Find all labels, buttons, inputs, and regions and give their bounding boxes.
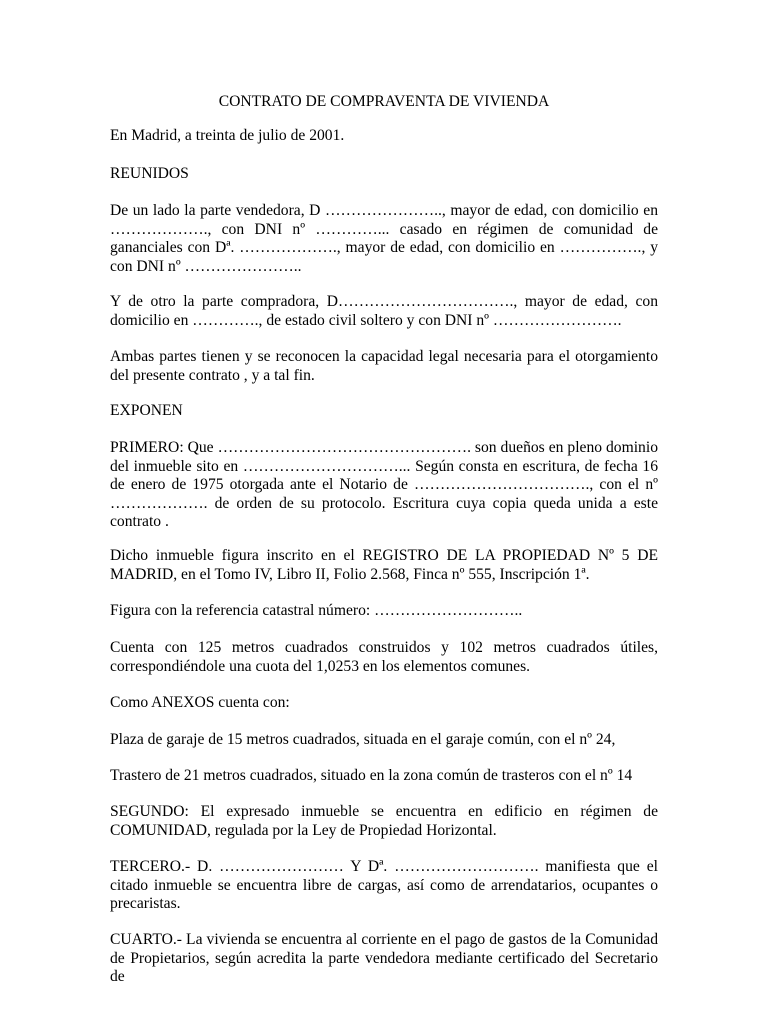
document-title: CONTRATO DE COMPRAVENTA DE VIVIENDA <box>218 93 550 110</box>
paragraph-primero: PRIMERO: Que …………………………………………. son dueños en pleno dominio del inmueble sito en …………………………... Según consta en escritura, de fecha 16 de enero de 1975 otorgada ante el Notario de ……………………………., con el nº ………………. de orden de su protocolo. Escritura cuya copia queda unida a este contrato . <box>110 439 658 530</box>
paragraph-superficie: Cuenta con 125 metros cuadrados construidos y 102 metros cuadrados útiles, correspondiéndole una cuota del 1,0253 en los elementos comunes. <box>110 639 658 675</box>
heading-reunidos: REUNIDOS <box>110 165 189 182</box>
paragraph-seller: De un lado la parte vendedora, D ………………….., mayor de edad, con domicilio en ………………., con DNI nº …………... casado en régimen de comunidad de gananciales con Dª. ………………., mayor de edad, con domicilio en ……………., y con DNI nº ………………….. <box>110 202 658 275</box>
paragraph-segundo: SEGUNDO: El expresado inmueble se encuentra en edificio en régimen de COMUNIDAD, regulada por la Ley de Propiedad Horizontal. <box>110 803 658 839</box>
place-date: En Madrid, a treinta de julio de 2001. <box>110 127 345 144</box>
paragraph-buyer: Y de otro la parte compradora, D……………………………., mayor de edad, con domicilio en …………., de estado civil soltero y con DNI nº ……………………. <box>110 293 658 329</box>
paragraph-tercero: TERCERO.- D. …………………… Y Dª. ………………………. manifiesta que el citado inmueble se encuentra libre de cargas, así como de arrendatarios, ocupantes o precaristas. <box>110 858 658 912</box>
paragraph-catastral: Figura con la referencia catastral número: ……………………….. <box>110 602 523 619</box>
heading-exponen: EXPONEN <box>110 402 183 419</box>
paragraph-registro: Dicho inmueble figura inscrito en el REGISTRO DE LA PROPIEDAD Nº 5 DE MADRID, en el Tomo IV, Libro II, Folio 2.568, Finca nº 555, Inscripción 1ª. <box>110 547 658 583</box>
paragraph-anexo-trastero: Trastero de 21 metros cuadrados, situado en la zona común de trasteros con el nº 14 <box>110 767 633 784</box>
paragraph-anexo-garaje: Plaza de garaje de 15 metros cuadrados, situada en el garaje común, con el nº 24, <box>110 731 616 748</box>
paragraph-cuarto: CUARTO.- La vivienda se encuentra al corriente en el pago de gastos de la Comunidad de Propietarios, según acredita la parte vendedora mediante certificado del Secretario de <box>110 931 658 985</box>
paragraph-capacity: Ambas partes tienen y se reconocen la capacidad legal necesaria para el otorgamiento del presente contrato , y a tal fin. <box>110 348 658 384</box>
paragraph-anexos-intro: Como ANEXOS cuenta con: <box>110 694 290 711</box>
